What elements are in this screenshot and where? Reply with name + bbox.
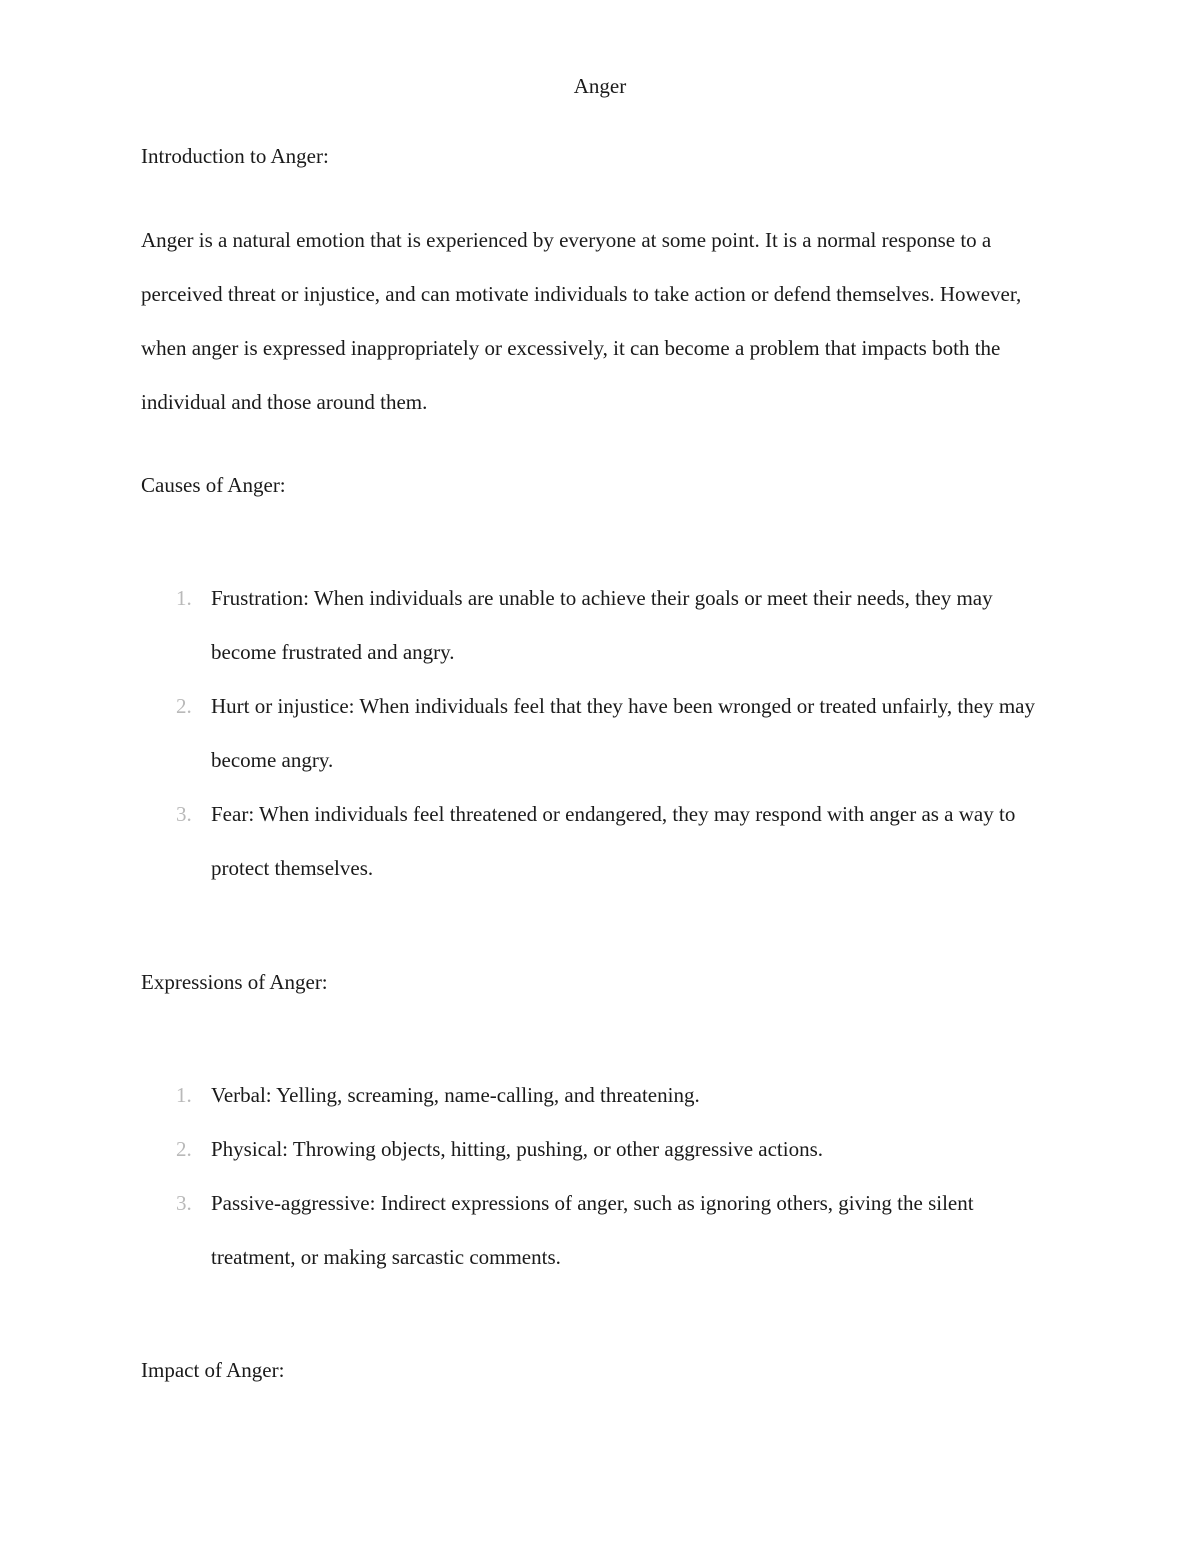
list-item — [141, 571, 1061, 679]
intro-paragraph: Anger is a natural emotion that is experienced by everyone at some point. It is a normal response to a perceived threat or injustice, and can motivate individuals to take action or defend themselves. However, when anger is expressed inappropriately or excessively, it can become a problem that impacts both the individual and those around them. — [141, 228, 1022, 414]
document-title: Anger — [573, 74, 627, 98]
list-number: 3. — [176, 1191, 192, 1215]
list-number: 2. — [176, 694, 192, 718]
list-item-text: Physical: Throwing objects, hitting, pushing, or other aggressive actions. — [211, 1137, 824, 1161]
causes-heading: Causes of Anger: — [141, 473, 286, 497]
list-item — [141, 1176, 1061, 1284]
list-item — [141, 1068, 1061, 1122]
list-number: 3. — [176, 802, 192, 826]
list-item — [141, 1122, 1061, 1176]
intro-heading: Introduction to Anger: — [141, 144, 329, 168]
list-item — [141, 679, 1061, 787]
list-item-text: Fear: When individuals feel threatened or endangered, they may respond with anger as a way to protect themselves. — [211, 802, 1016, 880]
impact-heading: Impact of Anger: — [141, 1358, 285, 1382]
list-item-text: Hurt or injustice: When individuals feel that they have been wronged or treated unfairly, they may become angry. — [211, 694, 1035, 772]
expressions-list — [141, 1068, 1061, 1284]
causes-list — [141, 571, 1061, 895]
list-number: 1. — [176, 586, 192, 610]
list-number: 2. — [176, 1137, 192, 1161]
list-item — [141, 787, 1061, 895]
expressions-heading: Expressions of Anger: — [141, 970, 328, 994]
list-item-text: Passive-aggressive: Indirect expressions of anger, such as ignoring others, giving the silent treatment, or making sarcastic comments. — [211, 1191, 974, 1269]
list-item-text: Frustration: When individuals are unable to achieve their goals or meet their needs, they may become frustrated and angry. — [211, 586, 993, 664]
list-item-text: Verbal: Yelling, screaming, name-calling, and threatening. — [211, 1083, 700, 1107]
list-number: 1. — [176, 1083, 192, 1107]
